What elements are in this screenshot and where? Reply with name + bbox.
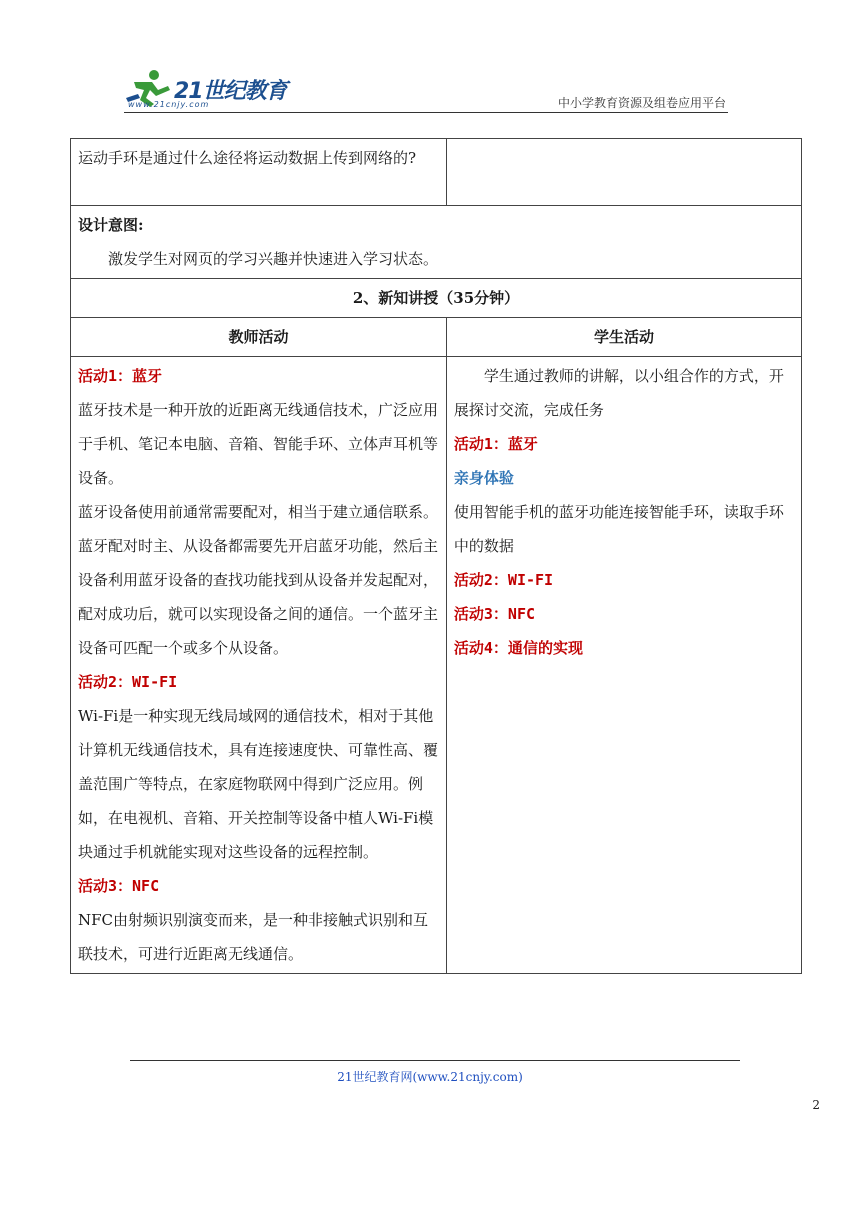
teacher-activity-3-title: 活动3：NFC — [78, 877, 160, 895]
teacher-activity-1-title: 活动1：蓝牙 — [78, 367, 163, 385]
teacher-activity-2-para-1: Wi-Fi是一种实现无线局域网的通信技术，相对于其他计算机无线通信技术，具有连接速度快、可靠性高、覆盖范围广等特点，在家庭物联网中得到广泛应用。例如，在电视机、音箱、开关控制等设备中植人Wi-Fi模块通过手机就能实现对这些设备的远程控制。 — [78, 707, 439, 861]
teacher-activity-1-para-2: 蓝牙设备使用前通常需要配对，相当于建立通信联系。蓝牙配对时主、从设备都需要先开启蓝牙功能，然后主设备利用蓝牙设备的查找功能找到从设备并发起配对，配对成功后，就可以实现设备之间的通信。一个蓝牙主设备可匹配一个或多个从设备。 — [78, 503, 439, 657]
section-title: 2、新知讲授（35分钟） — [71, 279, 802, 318]
question-text: 运动手环是通过什么途径将运动数据上传到网络的? — [78, 149, 417, 167]
teacher-activity-3-para-1: NFC由射频识别演变而来，是一种非接触式识别和互联技术，可进行近距离无线通信。 — [78, 911, 429, 963]
teacher-activity-2-title: 活动2：WI-FI — [78, 673, 178, 691]
column-header-row — [71, 318, 802, 357]
activity-row — [71, 357, 802, 974]
header-divider — [124, 112, 728, 113]
section-row — [71, 279, 802, 318]
question-cell — [71, 139, 447, 206]
student-intro: 学生通过教师的讲解，以小组合作的方式，开展探讨交流，完成任务 — [453, 367, 784, 419]
design-text: 激发学生对网页的学习兴趣并快速进入学习状态。 — [108, 250, 439, 268]
student-activity-cell — [446, 357, 801, 974]
design-cell — [71, 206, 802, 279]
teacher-activity-1-para-1: 蓝牙技术是一种开放的近距离无线通信技术，广泛应用于手机、笔记本电脑、音箱、智能手环、立体声耳机等设备。 — [78, 401, 439, 487]
page-number: 2 — [812, 1098, 820, 1112]
student-activity-4-title: 活动4：通信的实现 — [453, 639, 583, 657]
empty-cell — [446, 139, 801, 206]
footer-divider — [130, 1060, 740, 1061]
page-header — [124, 68, 728, 114]
student-experience-text: 使用智能手机的蓝牙功能连接智能手环，读取手环中的数据 — [453, 503, 784, 555]
teacher-header: 教师活动 — [71, 318, 447, 357]
design-row — [71, 206, 802, 279]
design-title: 设计意图: — [78, 216, 144, 234]
logo-url: www.21cnjy.com — [128, 100, 210, 109]
student-activity-3-title: 活动3：NFC — [453, 605, 536, 623]
student-header: 学生活动 — [446, 318, 801, 357]
site-logo — [124, 68, 294, 114]
lesson-table — [70, 138, 802, 974]
platform-name: 中小学教育资源及组卷应用平台 — [557, 96, 726, 110]
student-activity-2-title: 活动2：WI-FI — [453, 571, 554, 589]
footer-link[interactable]: 21世纪教育网(www.21cnjy.com) — [337, 1070, 523, 1084]
student-activity-1-title: 活动1：蓝牙 — [453, 435, 538, 453]
teacher-activity-cell — [71, 357, 447, 974]
student-experience-title: 亲身体验 — [453, 469, 514, 487]
logo-text: 21世纪教育 — [174, 79, 287, 104]
question-row — [71, 139, 802, 206]
